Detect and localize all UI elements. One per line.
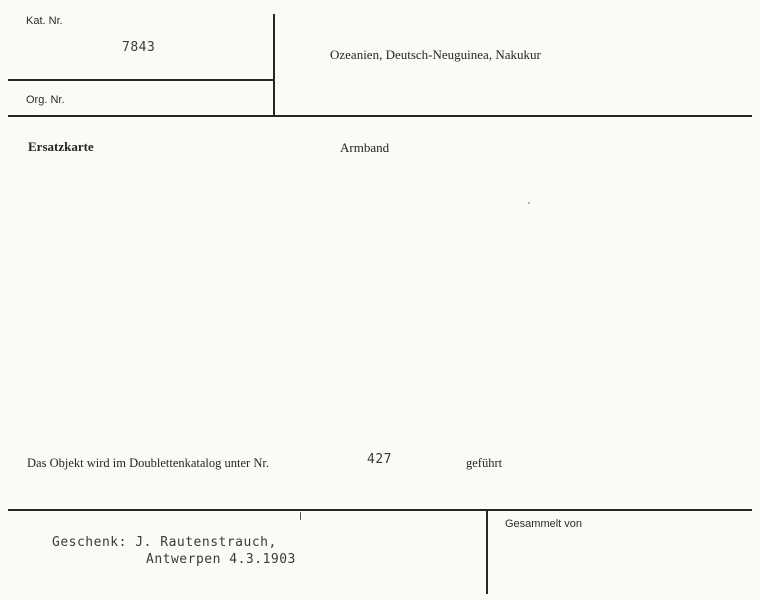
header-bottom-divider	[8, 115, 752, 117]
doublette-text: Das Objekt wird im Doublettenkatalog unter Nr.	[27, 456, 269, 470]
location-text: Ozeanien, Deutsch-Neuguinea, Nakukur	[330, 47, 541, 62]
doublette-number: 427	[367, 452, 392, 467]
gift-line-1: Geschenk: J. Rautenstrauch,	[52, 535, 277, 550]
gift-block	[52, 534, 296, 568]
header-vertical-divider	[273, 14, 275, 116]
footer-vertical-divider	[486, 510, 488, 594]
gift-line-2: Antwerpen 4.3.1903	[146, 552, 296, 567]
doublette-status: geführt	[466, 456, 503, 470]
object-name: Armband	[340, 140, 390, 155]
kat-nr-value: 7843	[122, 40, 156, 55]
card-type-title: Ersatzkarte	[28, 139, 94, 154]
org-nr-label: Org. Nr.	[26, 94, 65, 106]
kat-nr-label: Kat. Nr.	[26, 15, 63, 27]
paper-speck	[528, 202, 530, 204]
paper-speck	[300, 512, 301, 520]
footer-top-divider	[8, 509, 752, 511]
gesammelt-label: Gesammelt von	[505, 518, 583, 530]
kat-org-divider	[8, 79, 274, 81]
